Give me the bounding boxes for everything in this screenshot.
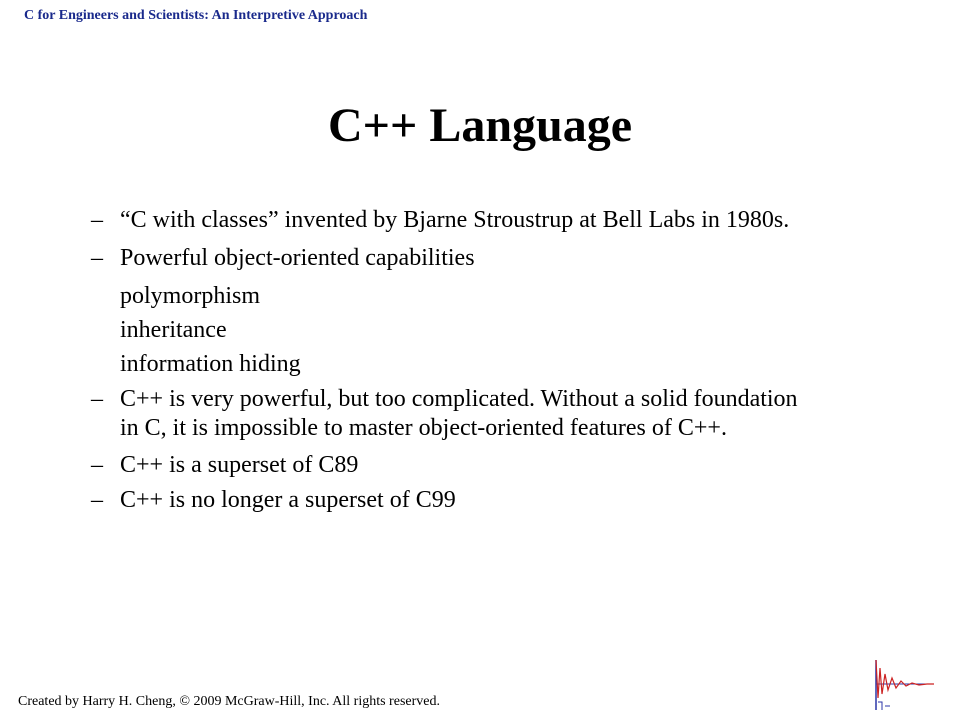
sub-item: inheritance (120, 317, 227, 343)
bullet-item: Powerful object-oriented capabilities (120, 245, 475, 271)
bullet-marker: – (91, 452, 103, 478)
bullet-item: C++ is very powerful, but too complicated. Without a solid foundation (120, 386, 798, 412)
bullet-item: C++ is a superset of C89 (120, 452, 359, 478)
bullet-marker: – (91, 207, 103, 233)
sub-item: polymorphism (120, 283, 261, 309)
bullet-marker: – (91, 487, 103, 513)
bullet-item: C++ is no longer a superset of C99 (120, 487, 456, 513)
bullet-marker: – (91, 386, 103, 412)
slide-title: C++ Language (327, 99, 633, 152)
damped-oscillation-graph-icon (872, 658, 936, 712)
bullet-marker: – (91, 245, 103, 271)
bullet-item-continuation: in C, it is impossible to master object-oriented features of C++. (120, 415, 727, 441)
sub-item: information hiding (120, 351, 301, 377)
copyright-footer: Created by Harry H. Cheng, © 2009 McGraw-Hill, Inc. All rights reserved. (18, 694, 440, 709)
book-title-header: C for Engineers and Scientists: An Interpretive Approach (24, 8, 368, 23)
bullet-item: “C with classes” invented by Bjarne Stroustrup at Bell Labs in 1980s. (120, 207, 790, 233)
